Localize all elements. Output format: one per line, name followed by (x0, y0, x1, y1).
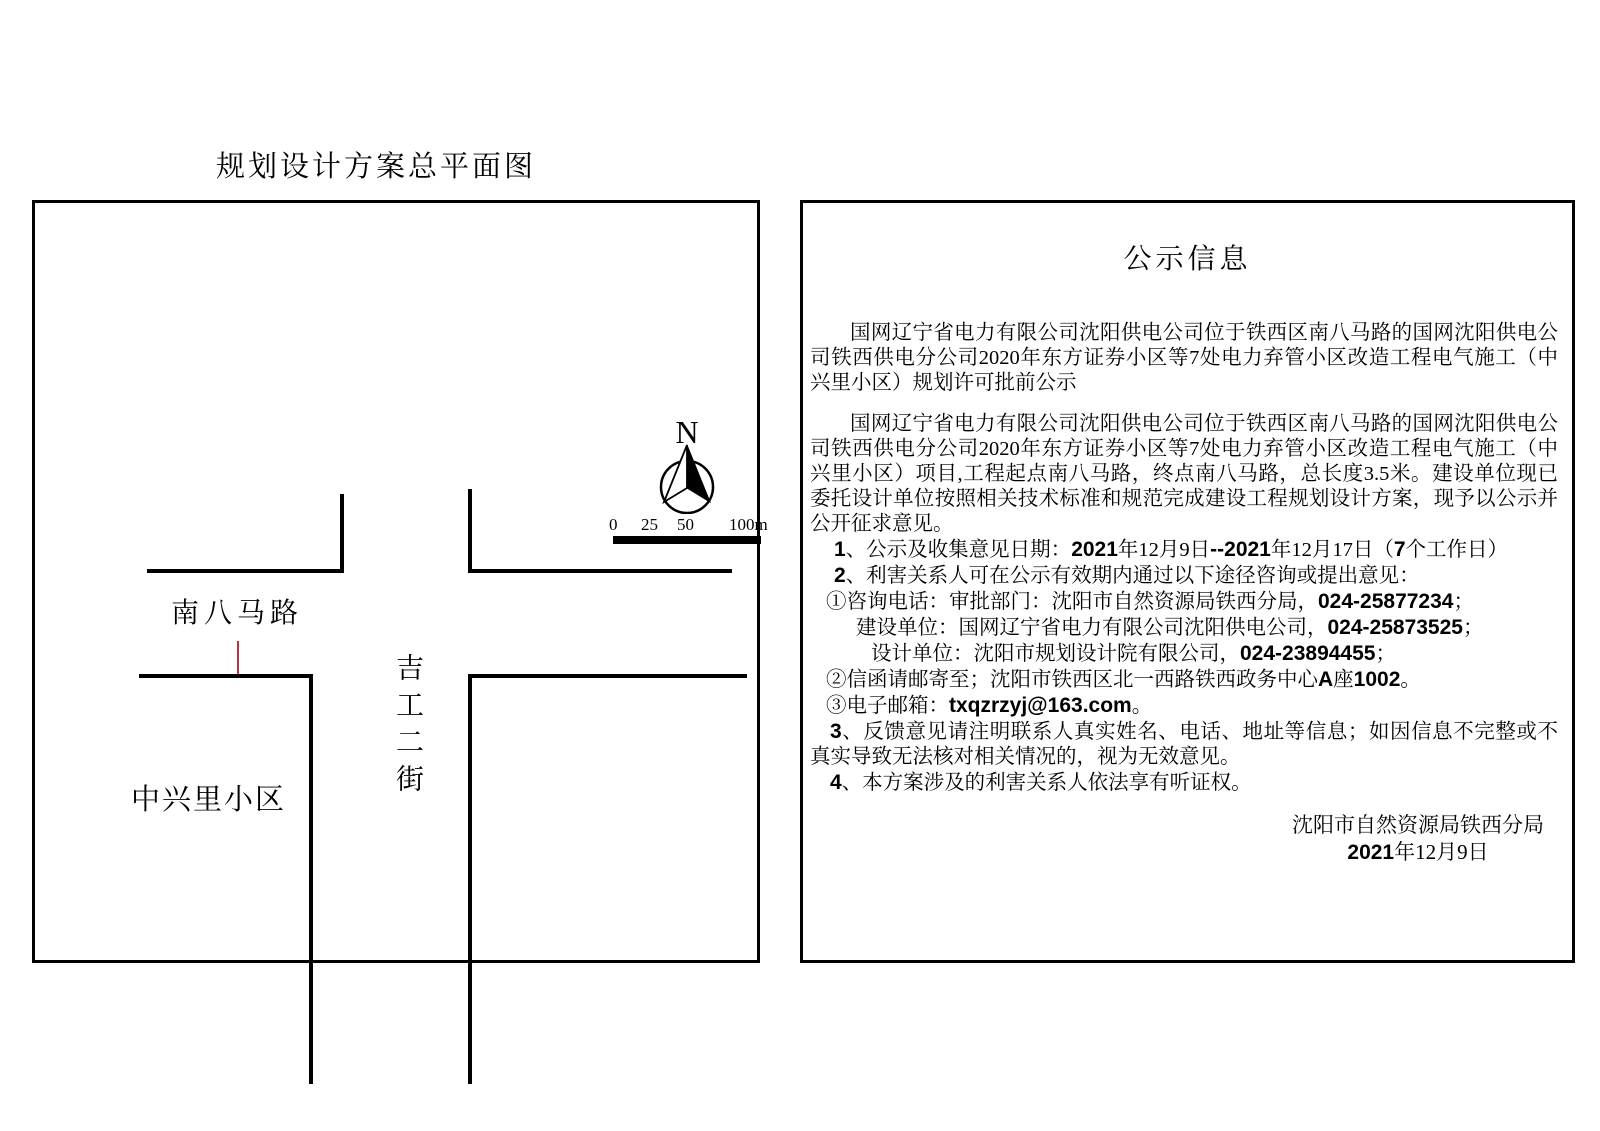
notice-contact-line: ①咨询电话：审批部门：沈阳市自然资源局铁西分局，024-25877234； (826, 590, 1474, 613)
scale-bar-rule (613, 536, 761, 544)
scale-tick-50: 50 (677, 515, 694, 534)
scale-bar (603, 515, 773, 547)
road-line-top-right-vertical (468, 489, 472, 573)
project-location-marker (237, 641, 239, 674)
notice-list-item: 1、公示及收集意见日期：2021年12月9日--2021年12月17日（7个工作日） (834, 538, 1509, 561)
notice-title: 公示信息 (1123, 244, 1252, 275)
road-line-top-left-horizontal (147, 569, 343, 573)
signature-block (810, 813, 1558, 866)
scale-tick-25: 25 (641, 515, 658, 534)
site-plan-panel (32, 200, 768, 963)
road-line-mid-right-horizontal (468, 674, 747, 678)
road-line-bottom-right-vertical (468, 674, 472, 1084)
notice-paragraph: 国网辽宁省电力有限公司沈阳供电公司位于铁西区南八马路的国网沈阳供电公司铁西供电分公司2020年东方证券小区等7处电力弃管小区改造工程电气施工（中兴里小区）项目,工程起点南八马路，终点南八马路，总长度3.5米。建设单位现已委托设计单位按照相关技术标准和规范完成建设工程规划设计方案，现予以公示并公开征求意见。 (810, 413, 1558, 535)
notice-paragraph: 国网辽宁省电力有限公司沈阳供电公司位于铁西区南八马路的国网沈阳供电公司铁西供电分公司2020年东方证券小区等7处电力弃管小区改造工程电气施工（中兴里小区）规划许可批前公示 (810, 322, 1558, 394)
map-title: 规划设计方案总平面图 (216, 151, 537, 183)
scale-tick-100m: 100m (729, 515, 768, 534)
notice-signature: 沈阳市自然资源局铁西分局 (1292, 813, 1544, 837)
notice-list-item: 3、反馈意见请注明联系人真实姓名、电话、地址等信息；如因信息不完整或不真实导致无法核对相关情况的，视为无效意见。 (810, 720, 1558, 768)
notice-panel (800, 200, 1575, 963)
road-line-top-right-horizontal (468, 569, 732, 573)
road-label-nanbamalu: 南八马路 (171, 598, 304, 629)
notice-list-item: 4、本方案涉及的利害关系人依法享有听证权。 (830, 771, 1252, 794)
north-arrow-icon (647, 409, 729, 514)
notice-date: 2021年12月9日 (1347, 840, 1489, 864)
scale-tick-0: 0 (609, 515, 618, 534)
notice-contact-line: 建设单位：国网辽宁省电力有限公司沈阳供电公司，024-25873525； (856, 616, 1484, 639)
street-label-jigongerjie: 吉工二街 (392, 653, 423, 801)
notice-contact-line: ②信函请邮寄至；沈阳市铁西区北一西路铁西政务中心A座1002。 (826, 668, 1421, 691)
road-line-mid-left-horizontal (139, 674, 312, 678)
notice-body (810, 321, 1558, 866)
notice-contact-line: 设计单位：沈阳市规划设计院有限公司，024-23894455； (871, 642, 1396, 665)
road-line-top-left-vertical (340, 494, 344, 573)
notice-list-item: 2、利害关系人可在公示有效期内通过以下途径咨询或提出意见： (834, 564, 1420, 587)
notice-contact-line: ③电子邮箱：txqzrzyj@163.com。 (826, 694, 1153, 717)
road-line-bottom-left-vertical (309, 674, 313, 1084)
north-label: N (675, 414, 699, 450)
block-label-zhongxingli: 中兴里小区 (131, 784, 287, 816)
